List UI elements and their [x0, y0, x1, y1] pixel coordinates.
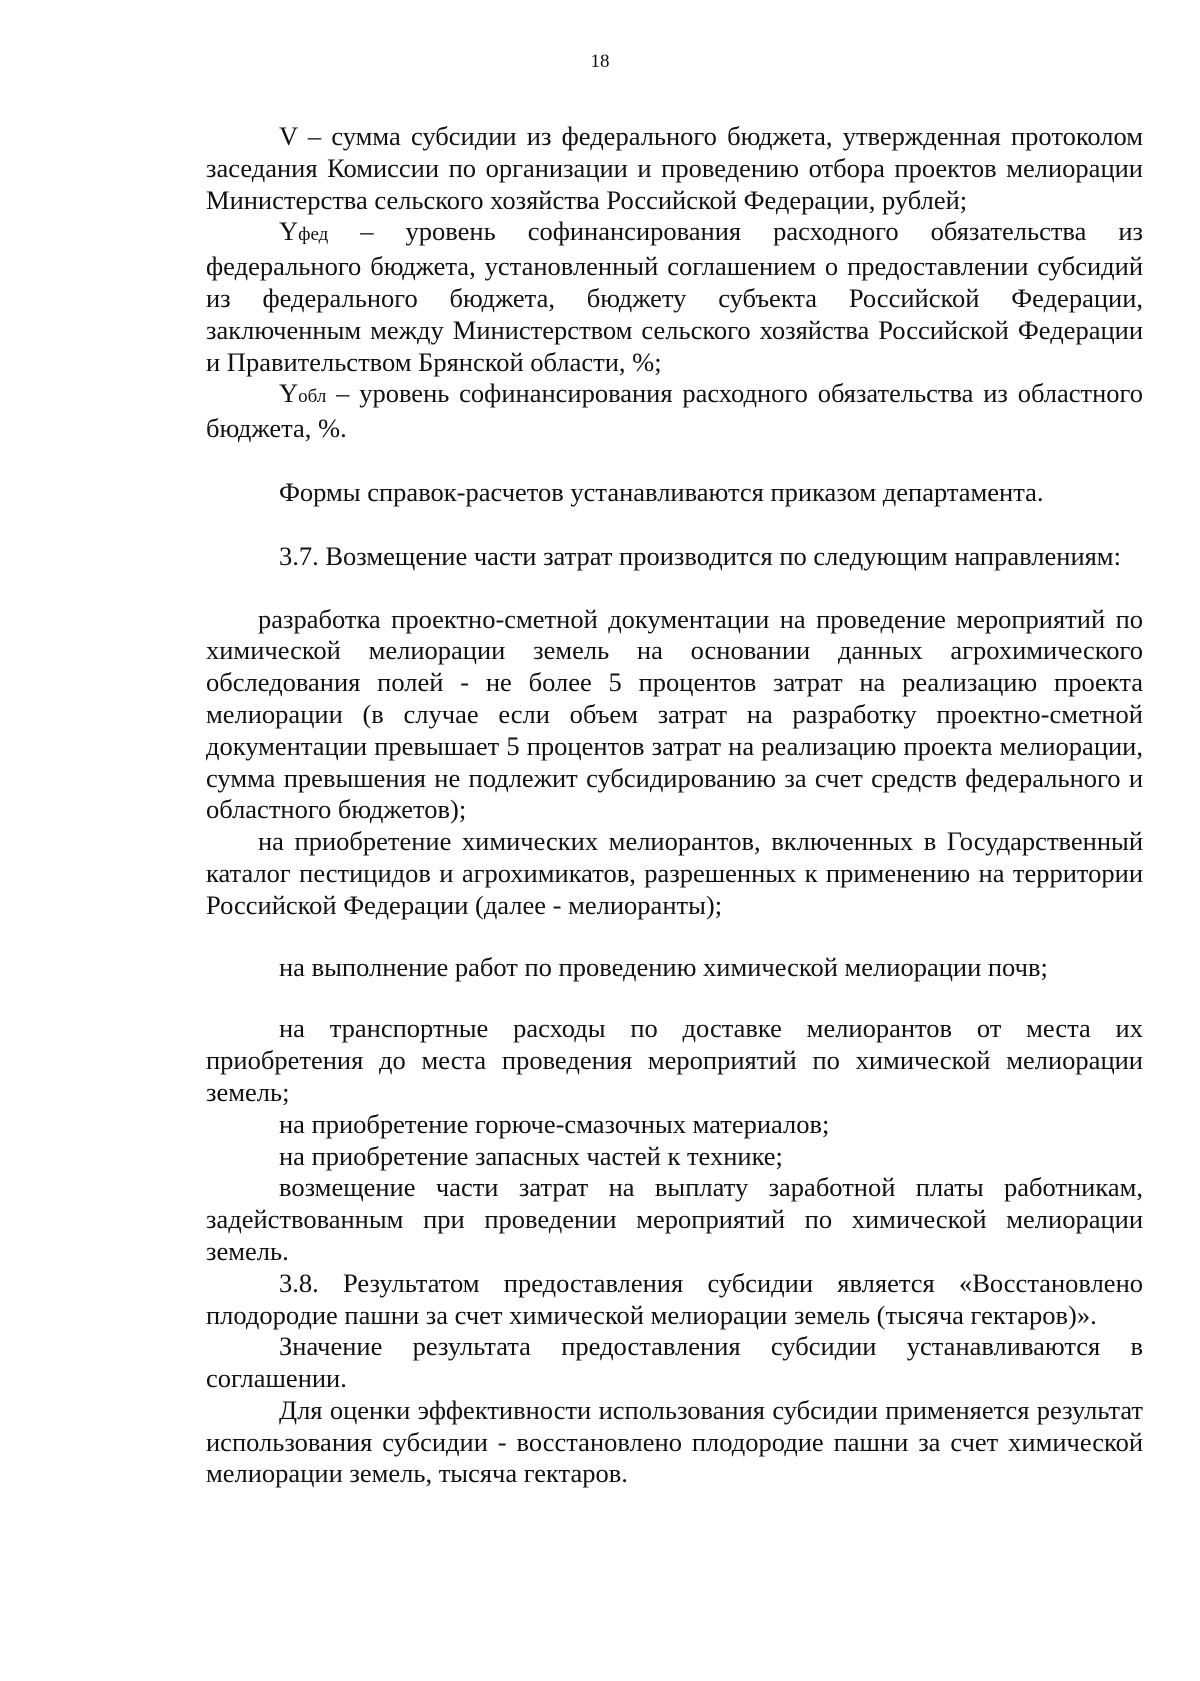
list-item: на транспортные расходы по доставке мелиорантов от места их приобретения до места проведения мероприятий по химической мелиорации земель;: [206, 1013, 1143, 1107]
section-3-8-value: Значение результата предоставления субсидии устанавливаются в соглашении.: [206, 1331, 1143, 1394]
forms-note: Формы справок-расчетов устанавливаются приказом департамента.: [279, 476, 1044, 507]
definition-v-text: – сумма субсидии из федерального бюджета, утвержденная протоколом заседания Комиссии по организации и проведению отбора проектов мелиорации Министерства сельского хозяйства Российской Федерации, рублей;: [206, 121, 1143, 215]
list-item: на приобретение запасных частей к технике;: [279, 1140, 783, 1171]
list-item: возмещение части затрат на выплату заработной платы работникам, задействованным при проведении мероприятий по химической мелиорации земель.: [206, 1172, 1143, 1266]
section-3-8-efficiency: Для оценки эффективности использования субсидии применяется результат использования субсидии - восстановлено плодородие пашни за счет химической мелиорации земель, тысяча гектаров.: [206, 1394, 1143, 1489]
list-item: на выполнение работ по проведению химической мелиорации почв;: [279, 951, 1048, 982]
list-item: на приобретение горюче-смазочных материалов;: [279, 1108, 830, 1139]
section-3-8-result: 3.8. Результатом предоставления субсидии является «Восстановлено плодородие пашни за счет химической мелиорации земель (тысяча гектаров)».: [206, 1267, 1143, 1330]
definition-y-fed-text: – уровень софинансирования расходного обязательства из федерального бюджета, установленный соглашением о предоставлении субсидий из федерального бюджета, бюджету субъекта Российской Федерации, заключенным между Министерством сельского хозяйства Российской Федерации и Правительством Брянской области, %;: [206, 216, 1143, 377]
symbol-y-fed: Y: [279, 216, 299, 247]
symbol-y-fed-subscript: фед: [298, 224, 329, 246]
symbol-v: V: [279, 121, 298, 151]
document-body: [206, 121, 1143, 1490]
list-item: на приобретение химических мелиорантов, включенных в Государственный каталог пестицидов и агрохимикатов, разрешенных к применению на территории Российской Федерации (далее - мелиоранты);: [206, 826, 1143, 920]
page-number: 18: [590, 51, 610, 72]
section-3-7-intro: 3.7. Возмещение части затрат производится по следующим направлениям:: [279, 540, 1121, 571]
definition-y-fed: [206, 216, 1143, 378]
symbol-y-obl: Y: [279, 378, 299, 409]
definition-v: [206, 121, 1143, 216]
definition-y-obl-text: – уровень софинансирования расходного обязательства из областного бюджета, %.: [206, 378, 1143, 444]
list-item: разработка проектно-сметной документации на проведение мероприятий по химической мелиорации земель на основании данных агрохимического обследования полей - не более 5 процентов затрат на реализацию проекта мелиорации (в случае если объем затрат на разработку проектно-сметной документации превышает 5 процентов затрат на реализацию проекта мелиорации, сумма превышения не подлежит субсидированию за счет средств федерального и областного бюджетов);: [206, 603, 1143, 825]
symbol-y-obl-subscript: обл: [298, 386, 327, 408]
definition-y-obl: [206, 378, 1143, 445]
